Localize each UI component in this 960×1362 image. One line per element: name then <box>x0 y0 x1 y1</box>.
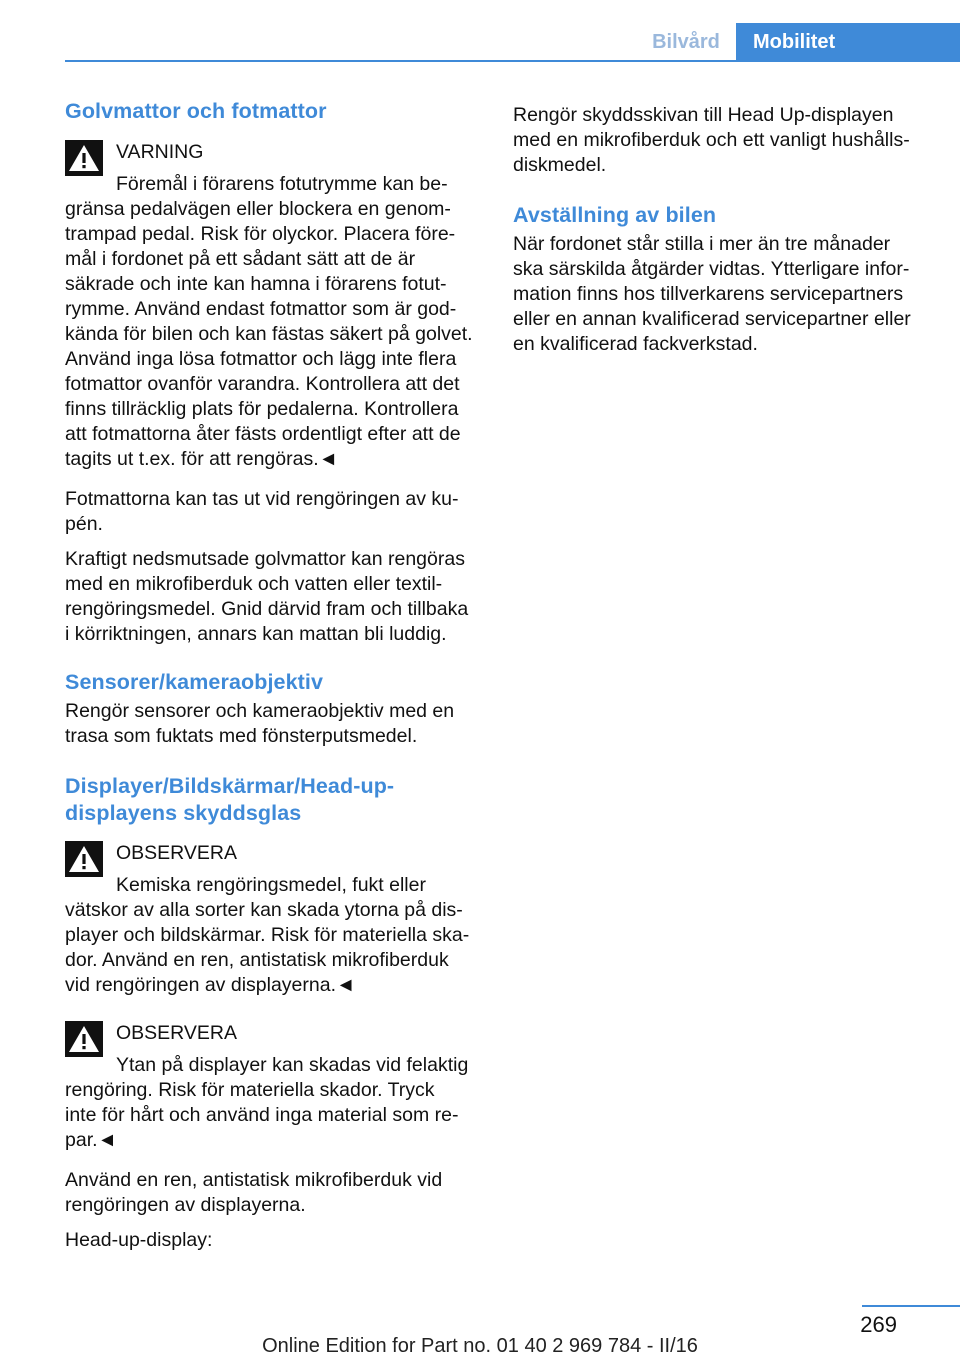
warning-text-line: Använd inga lösa fotmattor och lägg inte flera <box>65 348 457 370</box>
text-line: i körriktningen, annars kan mattan bli luddig. <box>65 623 447 645</box>
text-line: Rengör skyddsskivan till Head Up-displayen <box>513 104 894 126</box>
text-line: diskmedel. <box>513 154 607 176</box>
heading-avstallning: Avställning av bilen <box>513 203 717 227</box>
paragraph-sensorer <box>65 699 477 749</box>
paragraph-avstallning <box>513 232 925 357</box>
warning-text-line: mål i fordonet på ett sådant sätt att de är <box>65 248 416 270</box>
warning-text-line: kända för bilen och kan fästas säkert på golvet. <box>65 323 473 345</box>
heading-line: Displayer/Bildskärmar/Head-up- <box>65 774 395 798</box>
paragraph-mikrofiberduk <box>65 1168 477 1218</box>
warning-box <box>65 140 477 472</box>
text-line: rengöringen av displayerna. <box>65 1194 306 1216</box>
warning-text-line: gränsa pedalvägen eller blockera en genom‐ <box>65 198 451 220</box>
paragraph-skyddsskivan <box>513 103 925 178</box>
notice-box <box>65 841 477 998</box>
edition-footer: Online Edition for Part no. 01 40 2 969 784 - II/16 <box>262 1335 698 1357</box>
text-line: mation finns hos tillverkarens servicepartners <box>513 283 904 305</box>
text-line: När fordonet står stilla i mer än tre månader <box>513 233 891 255</box>
warning-text-line: rymme. Använd endast fotmattor som är god‐ <box>65 298 457 320</box>
warning-triangle-icon <box>65 140 103 176</box>
heading-golvmattor: Golvmattor och fotmattor <box>65 99 327 123</box>
text-line: en kvalificerad fackverkstad. <box>513 333 758 355</box>
notice-text-line: dor. Använd en ren, antistatisk mikrofiberduk <box>65 949 449 971</box>
warning-text-line: trampad pedal. Risk för olyckor. Placera före‐ <box>65 223 456 245</box>
text-line: ska särskilda åtgärder vidtas. Ytterligare infor‐ <box>513 258 910 280</box>
warning-text-line: tagits ut t.ex. för att rengöras.◄ <box>65 448 338 470</box>
tab-bilvard[interactable]: Bilvård <box>652 31 720 53</box>
text-line: med en mikrofiberduk och ett vanligt hushålls‐ <box>513 129 910 151</box>
heading-sensorer: Sensorer/kameraobjektiv <box>65 670 324 694</box>
text-line: Fotmattorna kan tas ut vid rengöringen av ku‐ <box>65 488 459 510</box>
paragraph-nedsmutsade <box>65 547 477 647</box>
warning-text-line: säkrade och inte kan hamna i förarens fotut‐ <box>65 273 447 295</box>
text-line: Använd en ren, antistatisk mikrofiberduk vid <box>65 1169 443 1191</box>
notice-text-line: par.◄ <box>65 1129 117 1151</box>
paragraph-fotmattor <box>65 487 477 537</box>
left-column <box>65 98 477 1253</box>
notice-text-line: Ytan på displayer kan skadas vid felaktig <box>116 1054 469 1076</box>
notice-text-line: vid rengöringen av displayerna.◄ <box>65 974 356 996</box>
text-line: Rengör sensorer och kameraobjektiv med en <box>65 700 455 722</box>
page-number: 269 <box>860 1312 897 1337</box>
notice-label: OBSERVERA <box>116 842 238 864</box>
text-line: pén. <box>65 513 103 535</box>
notice-text-line: rengöring. Risk för materiella skador. Tryck <box>65 1079 435 1101</box>
warning-text-line: Föremål i förarens fotutrymme kan be‐ <box>116 173 448 195</box>
text-line: trasa som fuktats med fönsterputsmedel. <box>65 725 418 747</box>
right-column <box>513 103 925 357</box>
paragraph-head-up-display: Head-up-display: <box>65 1229 213 1251</box>
warning-text-line: finns tillräcklig plats för pedalerna. Kontrollera <box>65 398 459 420</box>
tab-mobilitet[interactable]: Mobilitet <box>736 23 960 62</box>
notice-text-line: Kemiska rengöringsmedel, fukt eller <box>116 874 426 896</box>
notice-text-line: player och bildskärmar. Risk för materiella ska‐ <box>65 924 470 946</box>
heading-displayer <box>65 773 477 827</box>
warning-triangle-icon <box>65 1021 103 1057</box>
text-line: eller en annan kvalificerad servicepartner eller <box>513 308 911 330</box>
notice-box <box>65 1021 477 1153</box>
text-line: rengöringsmedel. Gnid därvid fram och tillbaka <box>65 598 469 620</box>
text-line: Kraftigt nedsmutsade golvmattor kan rengöras <box>65 548 465 570</box>
notice-text-line: vätskor av alla sorter kan skada ytorna på dis‐ <box>65 899 463 921</box>
warning-text-line: att fotmattorna åter fästs ordentligt efter att de <box>65 423 461 445</box>
footer-rule <box>862 1305 960 1307</box>
warning-label: VARNING <box>116 141 204 163</box>
heading-line: displayens skyddsglas <box>65 801 302 825</box>
notice-label: OBSERVERA <box>116 1022 238 1044</box>
warning-text-line: fotmattor ovanför varandra. Kontrollera att det <box>65 373 460 395</box>
warning-triangle-icon <box>65 841 103 877</box>
notice-text-line: inte för hårt och använd inga material som re‐ <box>65 1104 459 1126</box>
text-line: med en mikrofiberduk och vatten eller textil‐ <box>65 573 443 595</box>
